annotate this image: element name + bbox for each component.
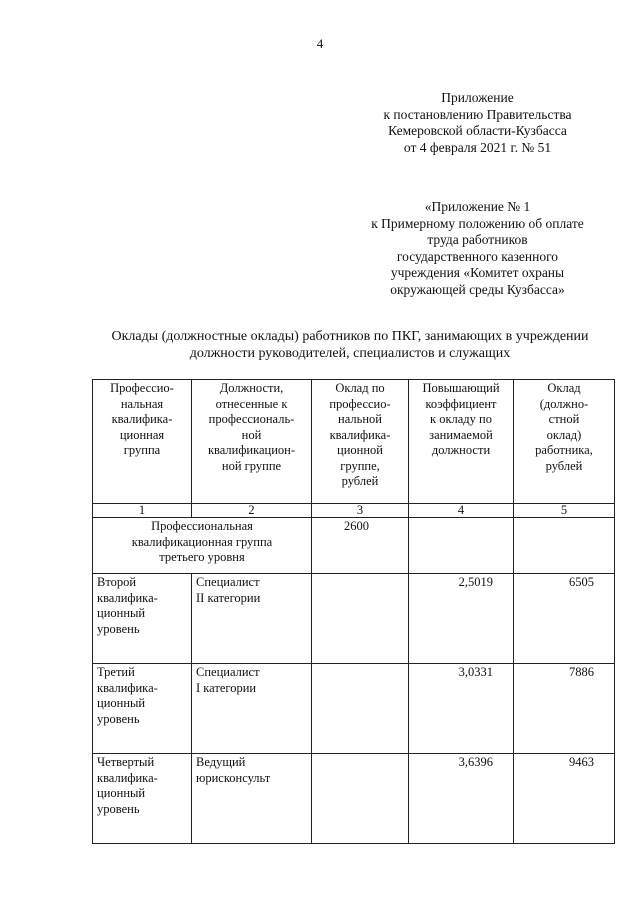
appendix-1-line: государственного казенного [396, 248, 559, 264]
empty-cell [514, 518, 615, 574]
table-row [93, 754, 615, 844]
table-title [60, 328, 640, 362]
table-row [93, 574, 615, 664]
appendix-1-line: к Примерному положению об оплате [371, 215, 584, 231]
salary-value: 9463 [514, 754, 615, 844]
appendix-1-reference [340, 199, 615, 298]
header-cell-group: Профессио- нальная квалифика- ционная группа [93, 380, 192, 504]
page-number: 4 [316, 36, 324, 51]
column-number: 1 [93, 504, 192, 518]
appendix-1-line: окружающей среды Кузбасса» [390, 281, 565, 297]
salary-value: 6505 [514, 574, 615, 664]
table-title-line: Оклады (должностные оклады) работников по ПКГ, занимающих в учреждении [111, 329, 589, 344]
column-number-row [93, 504, 615, 518]
position-name: Ведущий юрисконсульт [192, 754, 312, 844]
header-cell-coefficient: Повышающий коэффициент к окладу по занимаемой должности [409, 380, 514, 504]
header-cell-positions: Должности, отнесенные к профессиональ- ной квалификацион- ной группе [192, 380, 312, 504]
empty-cell [409, 518, 514, 574]
appendix-1-line: «Приложение № 1 [424, 199, 531, 214]
salary-table [92, 379, 615, 844]
table-row [93, 664, 615, 754]
coefficient-value: 2,5019 [409, 574, 514, 664]
group-name: Профессиональная квалификационная группа третьего уровня [93, 518, 312, 574]
column-number: 5 [514, 504, 615, 518]
appendix-line: Приложение [441, 90, 514, 105]
header-cell-employee-salary: Оклад (должно- стной оклад) работника, рублей [514, 380, 615, 504]
position-name: Специалист I категории [192, 664, 312, 754]
qualification-level: Четвертый квалифика- ционный уровень [93, 754, 192, 844]
position-name: Специалист II категории [192, 574, 312, 664]
qualification-level: Второй квалифика- ционный уровень [93, 574, 192, 664]
group-salary: 2600 [312, 518, 409, 574]
empty-cell [312, 664, 409, 754]
salary-value: 7886 [514, 664, 615, 754]
group-row [93, 518, 615, 574]
empty-cell [312, 754, 409, 844]
appendix-line: Кемеровской области-Кузбасса [388, 123, 567, 138]
appendix-1-line: учреждения «Комитет охраны [390, 265, 565, 280]
column-number: 2 [192, 504, 312, 518]
coefficient-value: 3,0331 [409, 664, 514, 754]
table-header-row [93, 380, 615, 504]
column-number: 4 [409, 504, 514, 518]
appendix-1-line: труда работников [427, 232, 528, 247]
coefficient-value: 3,6396 [409, 754, 514, 844]
appendix-line: к постановлению Правительства [383, 106, 572, 122]
header-cell-group-salary: Оклад по профессио- нальной квалифика- ционной группе, рублей [312, 380, 409, 504]
empty-cell [312, 574, 409, 664]
appendix-reference [340, 90, 615, 156]
column-number: 3 [312, 504, 409, 518]
appendix-line: от 4 февраля 2021 г. № 51 [403, 139, 552, 155]
table-title-line: должности руководителей, специалистов и служащих [189, 346, 511, 361]
qualification-level: Третий квалифика- ционный уровень [93, 664, 192, 754]
